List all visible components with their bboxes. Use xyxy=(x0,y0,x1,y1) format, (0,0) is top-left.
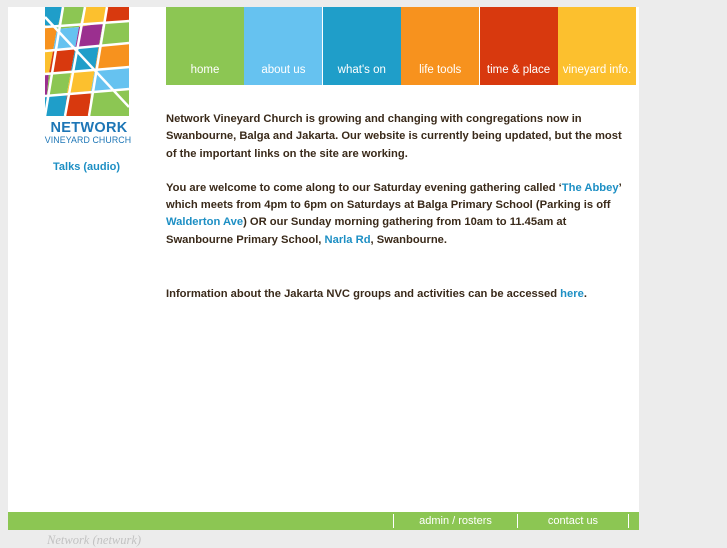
nav-home[interactable] xyxy=(166,7,244,85)
narla-rd-link[interactable]: Narla Rd xyxy=(324,233,371,246)
intro-paragraph: Network Vineyard Church is growing and changing with congregations now in Swanbourne, Balga and Jakarta. Our website is currently being updated, but the most of the important links on the site are working. xyxy=(166,113,622,160)
the-abbey-link[interactable]: The Abbey xyxy=(561,181,619,194)
nav-label: what's on xyxy=(337,64,386,76)
walderton-ave-link[interactable]: Walderton Ave xyxy=(166,216,244,229)
jakarta-paragraph xyxy=(166,286,626,303)
talks-audio-link[interactable]: Talks (audio) xyxy=(53,161,121,173)
text-run: You are welcome to come along to our Saturday evening gathering called ‘ xyxy=(166,181,562,194)
brand-subtitle: VINEYARD CHURCH xyxy=(44,135,132,145)
nav-label: time & place xyxy=(486,64,551,76)
gatherings-paragraph xyxy=(166,180,626,249)
nav-label: life tools xyxy=(419,64,462,76)
contact-us-link[interactable]: contact us xyxy=(547,515,599,527)
text-run: ’ which meets from 4pm to 6pm on Saturdays at Balga Primary School (Parking is off xyxy=(166,181,622,212)
nav-time-place[interactable] xyxy=(480,7,558,85)
text-run: . xyxy=(583,288,587,301)
footer-bar xyxy=(8,512,639,530)
nav-label: about us xyxy=(261,64,306,76)
text-run: , Swanbourne. xyxy=(370,233,448,246)
nav-about-us[interactable] xyxy=(244,7,322,85)
nav-label: vineyard info. xyxy=(562,64,632,76)
nav-vineyard-info[interactable] xyxy=(558,7,636,85)
network-logo[interactable] xyxy=(45,7,129,116)
here-link[interactable]: here xyxy=(560,288,584,301)
footer-divider xyxy=(628,514,629,528)
tagline: Network (netwurk) xyxy=(47,533,142,547)
main-content xyxy=(166,111,626,303)
nav-label: home xyxy=(190,64,220,76)
nav-whats-on[interactable] xyxy=(323,7,401,85)
text-run: ) OR our Sunday morning gathering from 10am to 11.45am at Swanbourne Primary School, xyxy=(166,216,567,246)
brand-name: NETWORK xyxy=(50,120,128,136)
admin-rosters-link[interactable]: admin / rosters xyxy=(419,515,492,527)
text-run: Information about the Jakarta NVC groups and activities can be accessed xyxy=(166,288,561,301)
page xyxy=(8,7,639,530)
nav-life-tools[interactable] xyxy=(401,7,479,85)
main-nav xyxy=(166,7,636,85)
logo-mosaic-icon xyxy=(45,7,129,116)
